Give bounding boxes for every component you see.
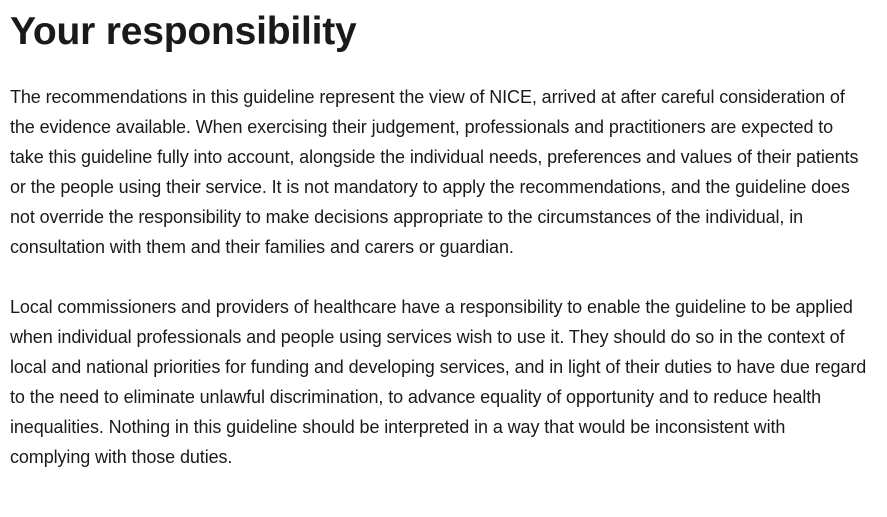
paragraph-commissioners: Local commissioners and providers of healthcare have a responsibility to enable the guideline to be applied when individual professionals and people using services wish to use it. They should do so in the context of local and national priorities for funding and developing services, and in light of their duties to have due regard to the need to eliminate unlawful discrimination, to advance equality of opportunity and to reduce health inequalities. Nothing in this guideline should be interpreted in a way that would be inconsistent with complying with those duties. [10,297,867,467]
page-title: Your responsibility [10,10,357,53]
paragraph-recommendations: The recommendations in this guideline represent the view of NICE, arrived at after careful consideration of the evidence available. When exercising their judgement, professionals and practitioners are expected to take this guideline fully into account, alongside the individual needs, preferences and values of their patients or the people using their service. It is not mandatory to apply the recommendations, and the guideline does not override the responsibility to make decisions appropriate to the circumstances of the individual, in consultation with them and their families and carers or guardian. [10,87,859,257]
